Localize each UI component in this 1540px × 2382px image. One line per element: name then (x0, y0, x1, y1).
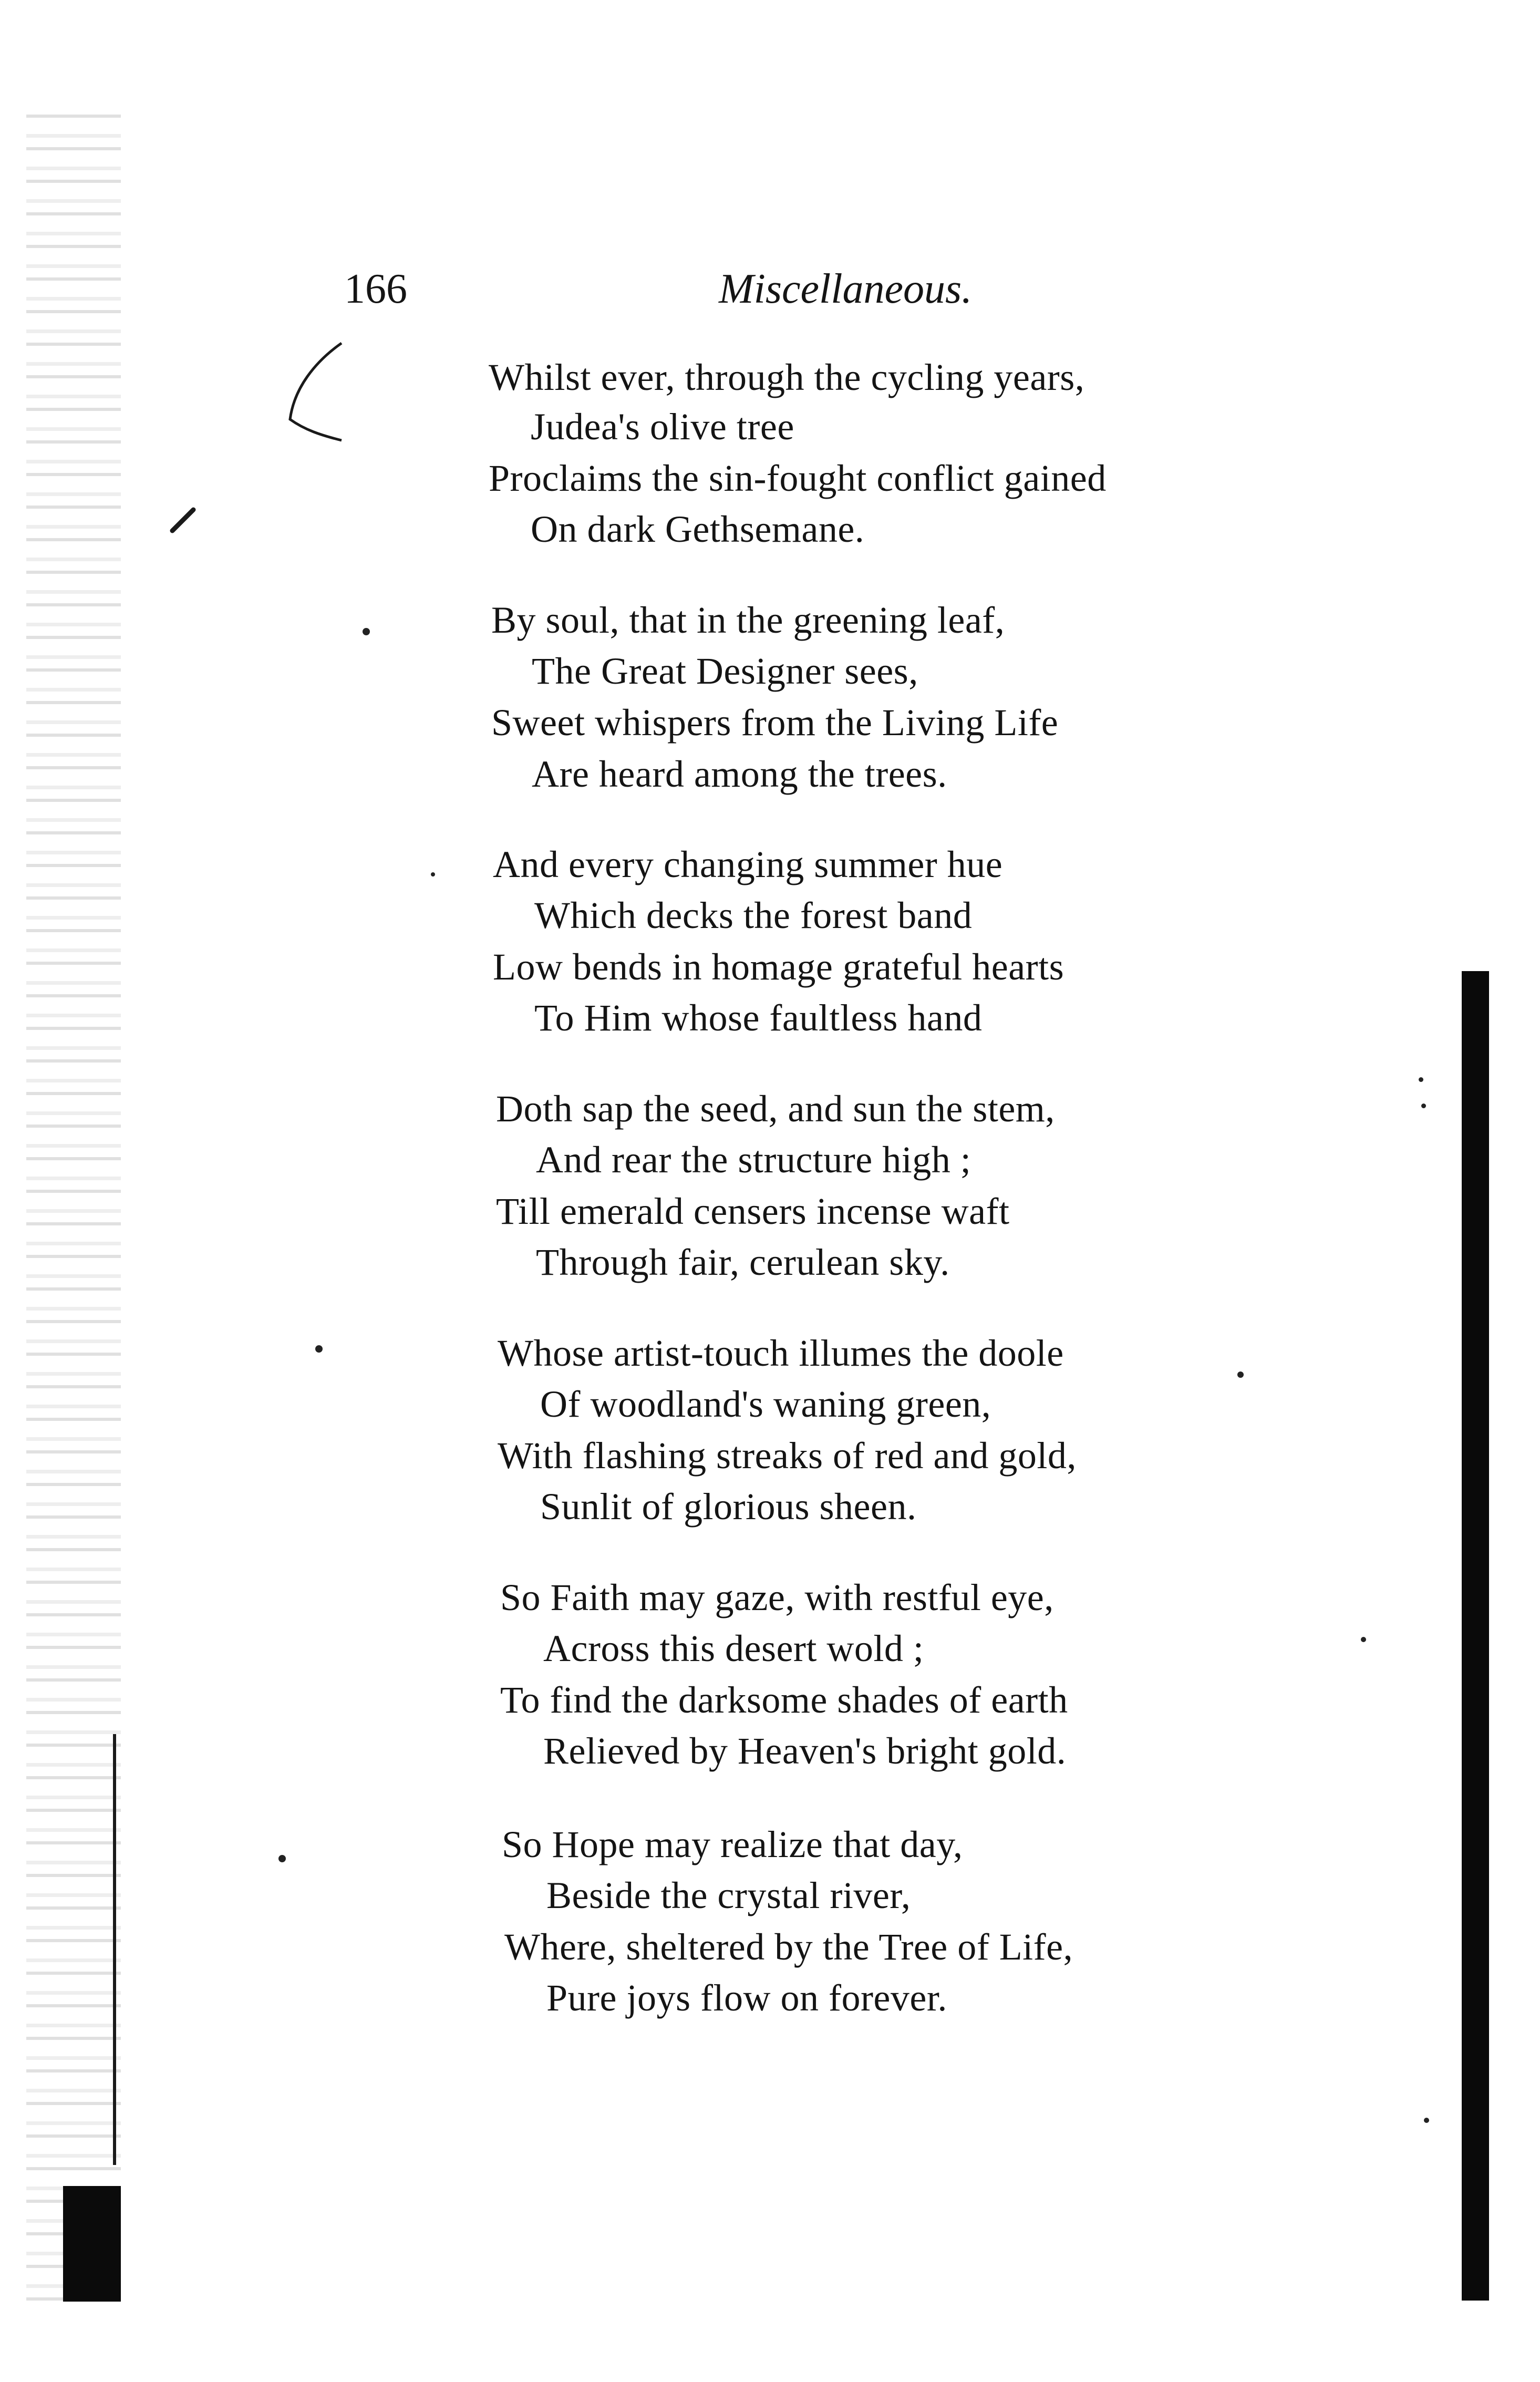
poem-line: By soul, that in the greening leaf, (491, 599, 1005, 641)
poem-line: So Hope may realize that day, (502, 1823, 963, 1865)
poem-line: Which decks the forest band (534, 894, 973, 936)
poem-line: Doth sap the seed, and sun the stem, (496, 1088, 1055, 1130)
poem-line: Proclaims the sin-fought conflict gained (489, 457, 1107, 499)
poem-line: Till emerald censers incense waft (496, 1190, 1010, 1232)
poem-line: Of woodland's waning green, (540, 1383, 991, 1425)
running-head: Miscellaneous. (719, 266, 973, 312)
poem-line: And rear the structure high ; (536, 1139, 971, 1181)
poem-line: So Faith may gaze, with restful eye, (500, 1576, 1054, 1618)
poem-line: Where, sheltered by the Tree of Life, (504, 1926, 1073, 1968)
poem-line: Sunlit of glorious sheen. (540, 1486, 917, 1528)
poem-line: To Him whose faultless hand (534, 997, 983, 1039)
poem-line: With flashing streaks of red and gold, (498, 1435, 1077, 1477)
page-number: 166 (344, 266, 407, 312)
poem-line: Through fair, cerulean sky. (536, 1241, 950, 1283)
poem-line: Pure joys flow on forever. (546, 1977, 947, 2019)
poem-line: To find the darksome shades of earth (500, 1679, 1068, 1721)
poem-line: Across this desert wold ; (543, 1627, 924, 1669)
poem-line: Low bends in homage grateful hearts (493, 946, 1064, 988)
poem-line: And every changing summer hue (493, 843, 1003, 885)
poem-line: Relieved by Heaven's bright gold. (543, 1730, 1067, 1772)
poem-line: Whose artist-touch illumes the doole (498, 1332, 1064, 1374)
poem-line: Judea's olive tree (531, 406, 794, 448)
poem-line: Sweet whispers from the Living Life (491, 702, 1059, 744)
poem-line: Whilst ever, through the cycling years, (489, 356, 1085, 398)
poem-line: Beside the crystal river, (546, 1874, 911, 1916)
poem-line: On dark Gethsemane. (531, 508, 865, 550)
poem-line: The Great Designer sees, (532, 650, 918, 692)
poem-line: Are heard among the trees. (532, 753, 947, 795)
